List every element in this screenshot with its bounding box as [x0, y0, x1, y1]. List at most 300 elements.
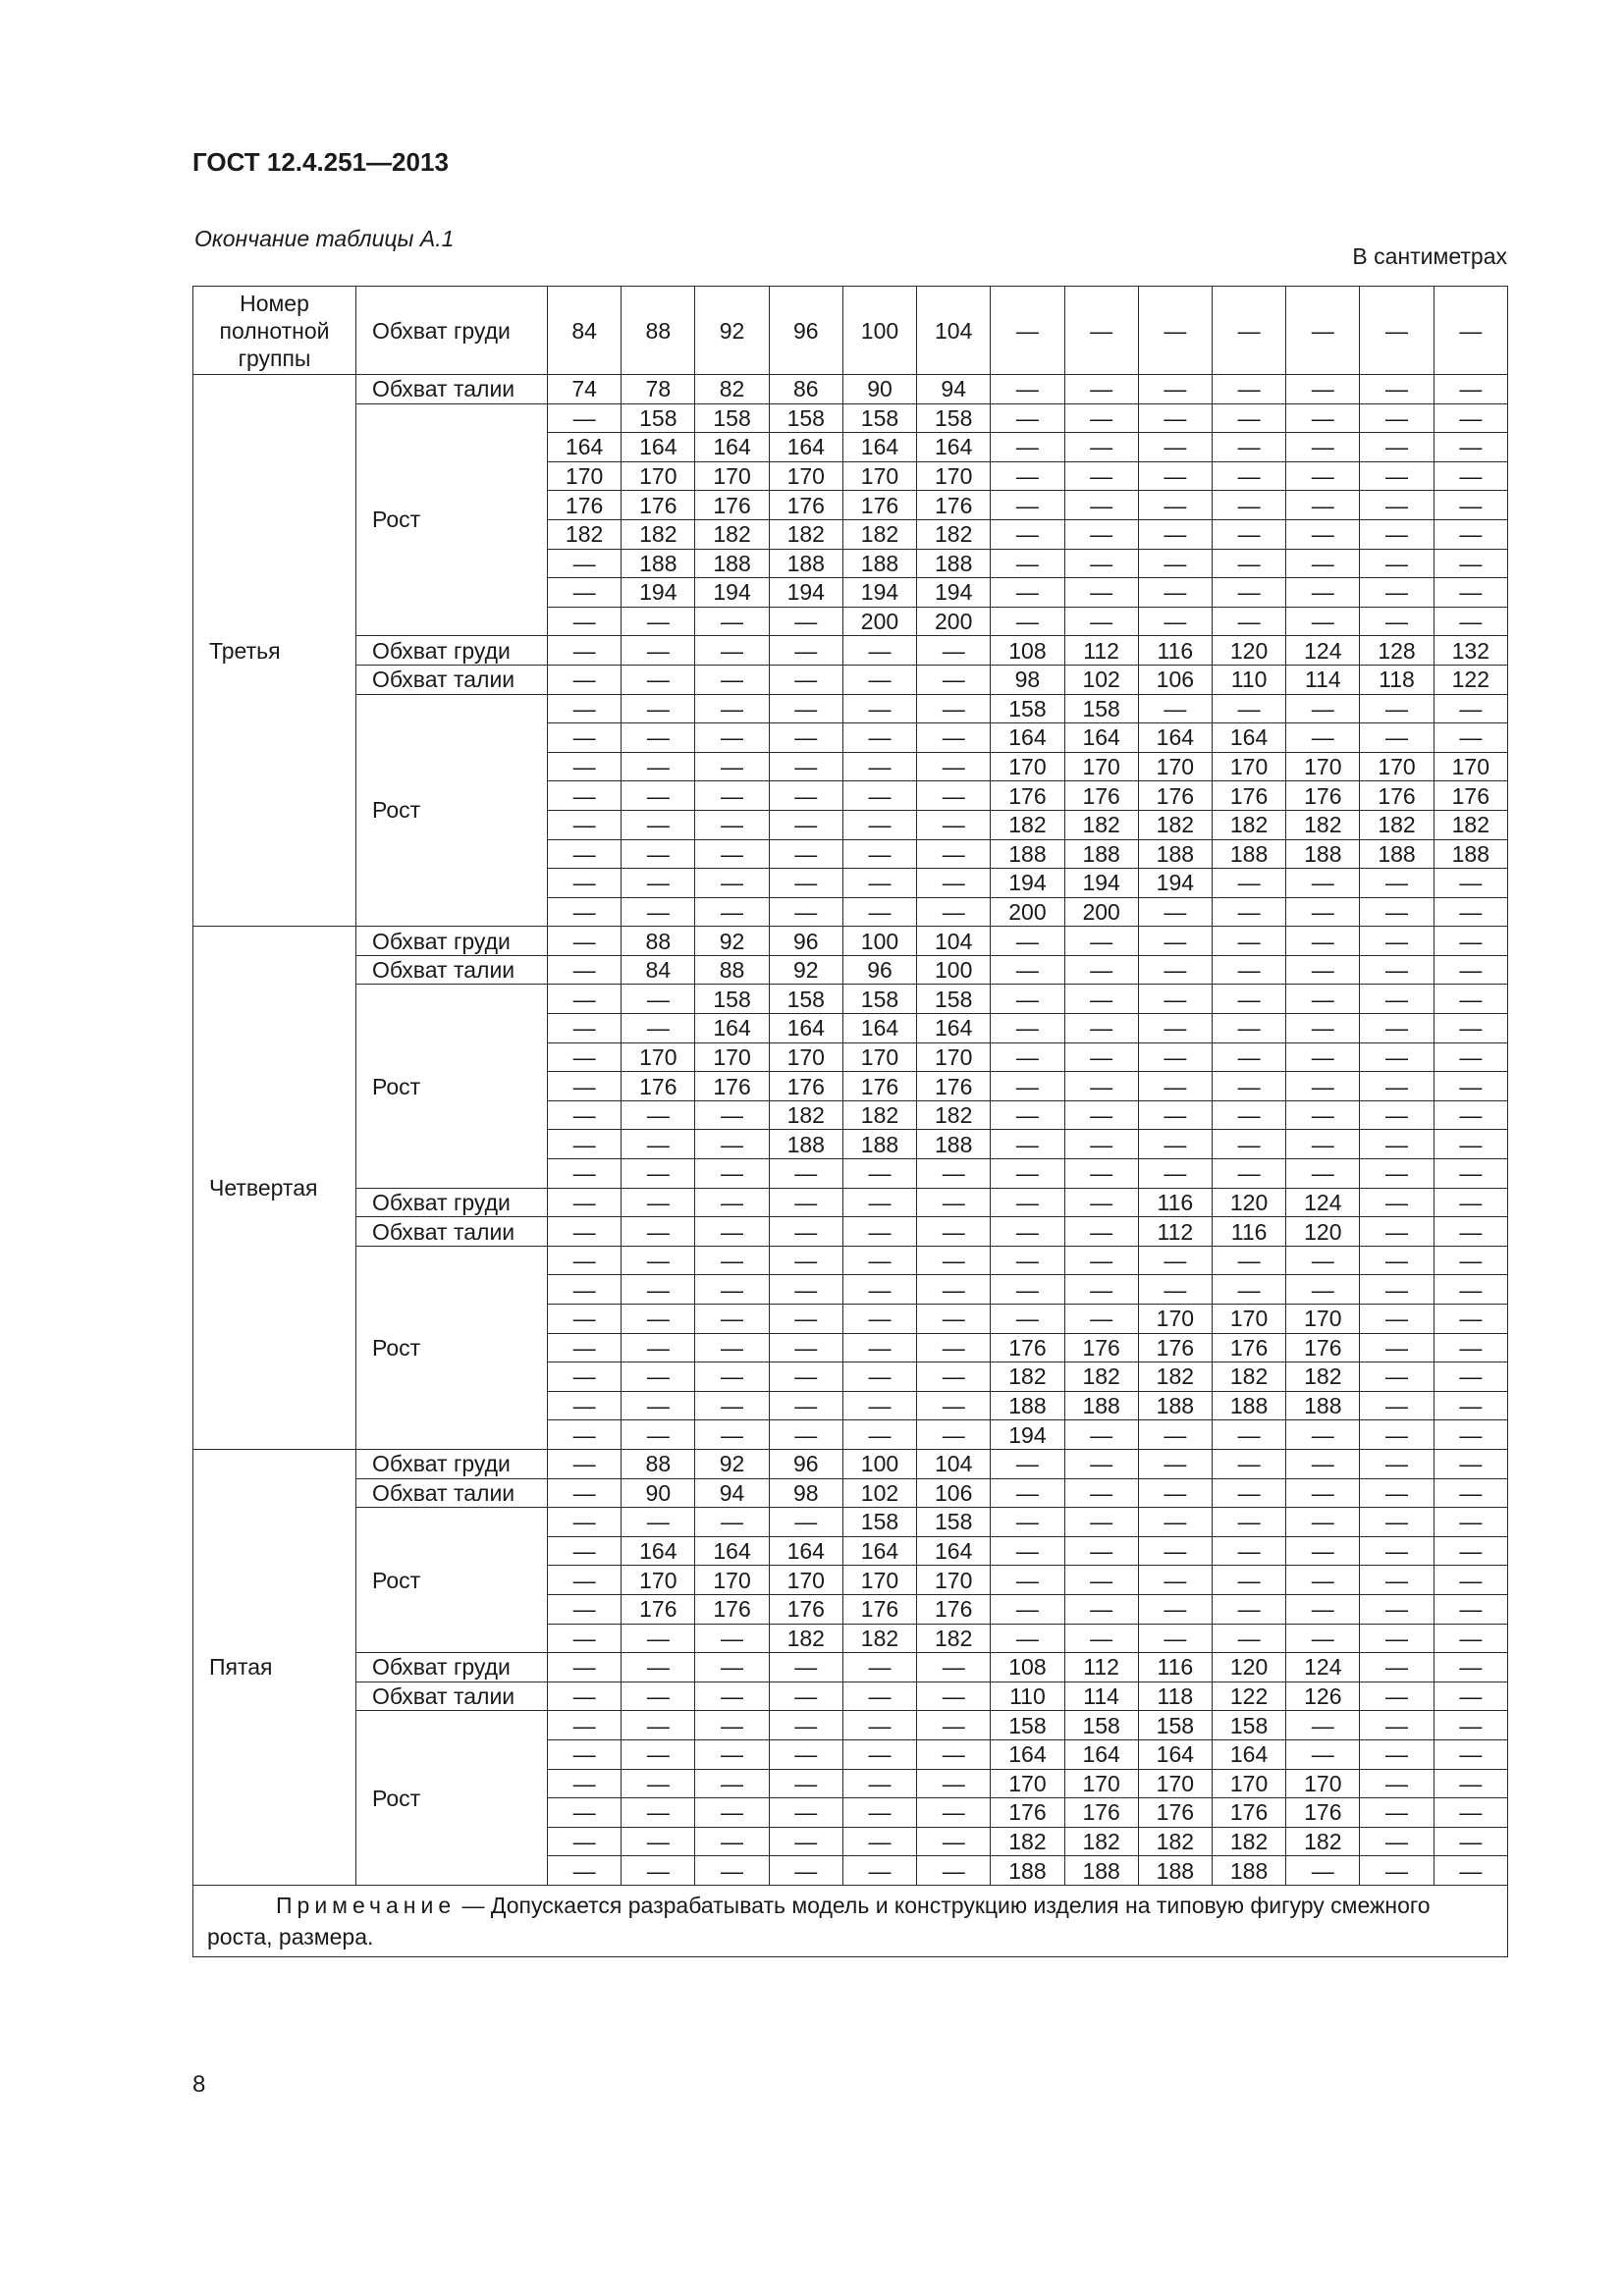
value-cell: 176 — [1064, 1333, 1138, 1362]
value-cell: 164 — [991, 723, 1064, 753]
value-cell: 116 — [1138, 1653, 1212, 1682]
value-cell: — — [1434, 519, 1507, 549]
value-cell: — — [769, 810, 842, 839]
value-cell: — — [622, 1246, 695, 1275]
value-cell: — — [1138, 578, 1212, 608]
value-cell: — — [1138, 1594, 1212, 1624]
table-row — [193, 955, 1508, 985]
value-cell: — — [1434, 985, 1507, 1014]
value-cell: — — [548, 1130, 622, 1159]
value-cell: — — [622, 1653, 695, 1682]
value-cell: — — [1138, 1508, 1212, 1537]
value-cell: 170 — [1360, 752, 1434, 781]
chest-label-cell: Обхват груди — [356, 927, 548, 956]
value-cell: — — [769, 636, 842, 666]
value-cell: — — [622, 1508, 695, 1537]
value-cell: 94 — [917, 375, 991, 404]
value-cell: — — [622, 897, 695, 927]
value-cell: — — [1212, 897, 1285, 927]
value-cell: 116 — [1212, 1217, 1285, 1247]
value-cell: — — [1434, 1362, 1507, 1392]
value-cell: 164 — [695, 433, 769, 462]
value-cell: — — [1286, 897, 1360, 927]
value-cell: — — [1434, 1508, 1507, 1537]
value-cell: — — [695, 1246, 769, 1275]
value-cell: — — [1360, 1711, 1434, 1740]
value-cell: 158 — [842, 403, 916, 433]
value-cell: — — [1360, 1042, 1434, 1072]
value-cell: — — [622, 723, 695, 753]
value-cell: — — [842, 1856, 916, 1886]
value-cell: 182 — [769, 1624, 842, 1653]
value-cell: 164 — [1138, 1739, 1212, 1769]
value-cell: — — [769, 607, 842, 636]
value-cell: — — [1212, 578, 1285, 608]
table-row — [193, 1246, 1508, 1275]
value-cell: — — [1138, 519, 1212, 549]
value-cell: 176 — [1434, 781, 1507, 811]
value-cell: — — [1360, 1508, 1434, 1537]
value-cell: 170 — [1212, 752, 1285, 781]
value-cell: — — [1360, 549, 1434, 578]
value-cell: — — [917, 1217, 991, 1247]
value-cell: 176 — [548, 491, 622, 520]
waist-label-cell: Обхват талии — [356, 955, 548, 985]
value-cell: 170 — [1286, 1769, 1360, 1798]
value-cell: — — [622, 1420, 695, 1450]
value-cell: — — [548, 1827, 622, 1856]
header-value-cell: 100 — [842, 287, 916, 375]
value-cell: — — [1434, 1798, 1507, 1828]
value-cell: 200 — [917, 607, 991, 636]
value-cell: — — [1064, 1159, 1138, 1189]
value-cell: — — [1360, 1827, 1434, 1856]
value-cell: — — [1064, 1100, 1138, 1130]
value-cell: — — [695, 1653, 769, 1682]
value-cell: — — [1138, 1159, 1212, 1189]
value-cell: — — [1360, 1275, 1434, 1305]
value-cell: — — [1434, 433, 1507, 462]
value-cell: — — [1064, 1536, 1138, 1566]
value-cell: — — [1360, 927, 1434, 956]
value-cell: — — [548, 1014, 622, 1043]
value-cell: 188 — [991, 1856, 1064, 1886]
value-cell: — — [1360, 1217, 1434, 1247]
value-cell: — — [917, 752, 991, 781]
value-cell: 188 — [1064, 839, 1138, 869]
value-cell: 82 — [695, 375, 769, 404]
value-cell: — — [1064, 1624, 1138, 1653]
value-cell: 182 — [842, 1100, 916, 1130]
value-cell: — — [917, 1420, 991, 1450]
value-cell: — — [1360, 1072, 1434, 1101]
value-cell: 128 — [1360, 636, 1434, 666]
value-cell: 188 — [1138, 1856, 1212, 1886]
value-cell: 170 — [842, 1042, 916, 1072]
value-cell: — — [1360, 433, 1434, 462]
value-cell: — — [1212, 1449, 1285, 1478]
value-cell: — — [695, 1827, 769, 1856]
value-cell: — — [1434, 1739, 1507, 1769]
value-cell: — — [1064, 1072, 1138, 1101]
value-cell: — — [548, 1711, 622, 1740]
value-cell: — — [1212, 1478, 1285, 1508]
value-cell: — — [1064, 1042, 1138, 1072]
value-cell: 182 — [917, 1100, 991, 1130]
waist-label-cell: Обхват талии — [356, 665, 548, 694]
value-cell: 182 — [842, 519, 916, 549]
value-cell: — — [548, 1856, 622, 1886]
value-cell: — — [548, 1333, 622, 1362]
value-cell: — — [1360, 1594, 1434, 1624]
value-cell: 182 — [695, 519, 769, 549]
value-cell: — — [1064, 1130, 1138, 1159]
value-cell: 188 — [1212, 839, 1285, 869]
value-cell: — — [622, 665, 695, 694]
value-cell: — — [1360, 1478, 1434, 1508]
value-cell: — — [1434, 1478, 1507, 1508]
value-cell: 170 — [991, 752, 1064, 781]
value-cell: 164 — [842, 1014, 916, 1043]
value-cell: — — [1434, 1159, 1507, 1189]
value-cell: 176 — [842, 1072, 916, 1101]
value-cell: 194 — [917, 578, 991, 608]
value-cell: — — [622, 1333, 695, 1362]
value-cell: 164 — [622, 1536, 695, 1566]
value-cell: — — [1212, 694, 1285, 723]
value-cell: — — [1212, 955, 1285, 985]
value-cell: — — [917, 1275, 991, 1305]
value-cell: — — [991, 607, 1064, 636]
value-cell: — — [622, 1014, 695, 1043]
value-cell: 182 — [1286, 810, 1360, 839]
value-cell: — — [1212, 1508, 1285, 1537]
value-cell: — — [548, 1798, 622, 1828]
value-cell: — — [917, 1711, 991, 1740]
value-cell: — — [991, 1130, 1064, 1159]
value-cell: — — [1064, 1217, 1138, 1247]
value-cell: 182 — [1064, 1362, 1138, 1392]
value-cell: — — [1286, 1042, 1360, 1072]
value-cell: 188 — [1286, 1391, 1360, 1420]
value-cell: 164 — [1212, 1739, 1285, 1769]
value-cell: — — [1360, 1159, 1434, 1189]
value-cell: — — [1434, 1827, 1507, 1856]
value-cell: 158 — [1138, 1711, 1212, 1740]
value-cell: — — [917, 1362, 991, 1392]
value-cell: 158 — [695, 403, 769, 433]
value-cell: — — [842, 694, 916, 723]
value-cell: — — [1286, 1130, 1360, 1159]
value-cell: 158 — [842, 985, 916, 1014]
header-value-cell: — — [1360, 287, 1434, 375]
value-cell: 182 — [1212, 1362, 1285, 1392]
value-cell: — — [1212, 519, 1285, 549]
value-cell: — — [622, 1856, 695, 1886]
value-cell: 176 — [695, 1594, 769, 1624]
note-row — [193, 1885, 1508, 1956]
table-row — [193, 694, 1508, 723]
value-cell: — — [1064, 927, 1138, 956]
note-word: Примечание — [276, 1892, 457, 1918]
value-cell: — — [1434, 578, 1507, 608]
value-cell: — — [1434, 403, 1507, 433]
value-cell: — — [769, 752, 842, 781]
value-cell: — — [991, 1508, 1064, 1537]
value-cell: — — [769, 1739, 842, 1769]
value-cell: — — [1434, 1566, 1507, 1595]
value-cell: 158 — [769, 985, 842, 1014]
value-cell: 164 — [842, 1536, 916, 1566]
value-cell: 164 — [842, 433, 916, 462]
value-cell: — — [842, 1769, 916, 1798]
value-cell: — — [991, 491, 1064, 520]
value-cell: 74 — [548, 375, 622, 404]
table-row — [193, 375, 1508, 404]
chest-label-cell: Обхват груди — [356, 1653, 548, 1682]
value-cell: 176 — [1286, 1333, 1360, 1362]
value-cell: — — [548, 897, 622, 927]
value-cell: 92 — [695, 927, 769, 956]
value-cell: — — [548, 869, 622, 898]
value-cell: — — [1286, 1478, 1360, 1508]
value-cell: 182 — [1138, 810, 1212, 839]
value-cell: — — [842, 869, 916, 898]
value-cell: — — [842, 1362, 916, 1392]
table-row — [193, 1217, 1508, 1247]
value-cell: — — [622, 1391, 695, 1420]
group-header-cell: Номер полнотной группы — [193, 287, 356, 375]
value-cell: 116 — [1138, 636, 1212, 666]
value-cell: — — [842, 752, 916, 781]
value-cell: — — [1286, 985, 1360, 1014]
value-cell: — — [695, 1275, 769, 1305]
value-cell: — — [622, 1130, 695, 1159]
value-cell: — — [548, 1536, 622, 1566]
value-cell: 164 — [917, 1536, 991, 1566]
value-cell: — — [1360, 1536, 1434, 1566]
value-cell: — — [1212, 1566, 1285, 1595]
value-cell: — — [1434, 1188, 1507, 1217]
value-cell: — — [1212, 985, 1285, 1014]
header-value-cell: — — [991, 287, 1064, 375]
value-cell: — — [1138, 955, 1212, 985]
value-cell: 170 — [1212, 1305, 1285, 1334]
value-cell: — — [1212, 491, 1285, 520]
value-cell: — — [1064, 578, 1138, 608]
value-cell: — — [1286, 375, 1360, 404]
value-cell: 120 — [1212, 636, 1285, 666]
value-cell: — — [769, 1856, 842, 1886]
value-cell: — — [548, 1100, 622, 1130]
value-cell: — — [622, 1275, 695, 1305]
value-cell: — — [769, 1333, 842, 1362]
value-cell: — — [548, 752, 622, 781]
value-cell: — — [695, 1333, 769, 1362]
value-cell: — — [991, 1594, 1064, 1624]
value-cell: — — [1434, 1856, 1507, 1886]
value-cell: — — [769, 1420, 842, 1450]
value-cell: 176 — [769, 1594, 842, 1624]
value-cell: — — [1212, 549, 1285, 578]
value-cell: 194 — [1138, 869, 1212, 898]
chest-label-cell: Обхват груди — [356, 1449, 548, 1478]
value-cell: 170 — [1212, 1769, 1285, 1798]
value-cell: 96 — [769, 927, 842, 956]
value-cell: — — [991, 1217, 1064, 1247]
value-cell: — — [1212, 461, 1285, 491]
value-cell: 170 — [842, 1566, 916, 1595]
value-cell: 158 — [769, 403, 842, 433]
value-cell: 120 — [1212, 1188, 1285, 1217]
value-cell: 170 — [695, 1566, 769, 1595]
value-cell: — — [1138, 1566, 1212, 1595]
value-cell: 158 — [1064, 694, 1138, 723]
value-cell: — — [1064, 1188, 1138, 1217]
value-cell: — — [991, 1188, 1064, 1217]
value-cell: 92 — [695, 1449, 769, 1478]
value-cell: 112 — [1064, 1653, 1138, 1682]
value-cell: 104 — [917, 927, 991, 956]
value-cell: — — [622, 810, 695, 839]
value-cell: — — [1434, 927, 1507, 956]
value-cell: 176 — [622, 1072, 695, 1101]
value-cell: — — [1138, 375, 1212, 404]
header-value-cell: 104 — [917, 287, 991, 375]
value-cell: — — [548, 549, 622, 578]
height-label-cell: Рост — [356, 1246, 548, 1449]
value-cell: 182 — [1212, 810, 1285, 839]
value-cell: 122 — [1434, 665, 1507, 694]
value-cell: 170 — [842, 461, 916, 491]
value-cell: — — [1138, 433, 1212, 462]
value-cell: — — [622, 1100, 695, 1130]
value-cell: — — [548, 578, 622, 608]
value-cell: — — [1212, 1594, 1285, 1624]
value-cell: — — [548, 1217, 622, 1247]
value-cell: — — [1138, 491, 1212, 520]
value-cell: — — [917, 897, 991, 927]
value-cell: 176 — [769, 491, 842, 520]
value-cell: 108 — [991, 636, 1064, 666]
value-cell: 158 — [1064, 1711, 1138, 1740]
value-cell: 158 — [917, 985, 991, 1014]
value-cell: — — [548, 839, 622, 869]
value-cell: — — [1286, 1508, 1360, 1537]
value-cell: 176 — [917, 491, 991, 520]
value-cell: 124 — [1286, 636, 1360, 666]
value-cell: — — [548, 1682, 622, 1711]
value-cell: — — [991, 1042, 1064, 1072]
value-cell: 188 — [695, 549, 769, 578]
value-cell: 114 — [1064, 1682, 1138, 1711]
value-cell: — — [842, 1333, 916, 1362]
value-cell: — — [1212, 1159, 1285, 1189]
waist-label-cell: Обхват талии — [356, 375, 548, 404]
value-cell: — — [695, 869, 769, 898]
waist-label-cell: Обхват талии — [356, 1478, 548, 1508]
value-cell: 176 — [1212, 1798, 1285, 1828]
header-value-cell: 84 — [548, 287, 622, 375]
value-cell: — — [1360, 1566, 1434, 1595]
value-cell: 170 — [769, 1566, 842, 1595]
value-cell: — — [548, 403, 622, 433]
value-cell: 182 — [991, 1827, 1064, 1856]
value-cell: — — [769, 1653, 842, 1682]
value-cell: — — [1360, 1014, 1434, 1043]
value-cell: 118 — [1138, 1682, 1212, 1711]
value-cell: — — [917, 1159, 991, 1189]
value-cell: — — [1064, 1566, 1138, 1595]
value-cell: 170 — [622, 1566, 695, 1595]
value-cell: — — [1434, 1391, 1507, 1420]
table-row — [193, 665, 1508, 694]
header-value-cell: — — [1286, 287, 1360, 375]
value-cell: — — [548, 1653, 622, 1682]
value-cell: — — [917, 1682, 991, 1711]
value-cell: — — [622, 839, 695, 869]
value-cell: 188 — [917, 1130, 991, 1159]
value-cell: — — [1360, 1653, 1434, 1682]
value-cell: — — [622, 1739, 695, 1769]
value-cell: — — [769, 1246, 842, 1275]
value-cell: — — [1434, 549, 1507, 578]
value-cell: 164 — [769, 1014, 842, 1043]
value-cell: — — [1286, 1420, 1360, 1450]
value-cell: — — [695, 897, 769, 927]
table-row — [193, 1653, 1508, 1682]
value-cell: — — [842, 636, 916, 666]
value-cell: — — [695, 1362, 769, 1392]
value-cell: — — [622, 1305, 695, 1334]
value-cell: — — [917, 1333, 991, 1362]
value-cell: 188 — [917, 549, 991, 578]
value-cell: — — [1434, 1653, 1507, 1682]
value-cell: — — [769, 1305, 842, 1334]
value-cell: 188 — [1212, 1856, 1285, 1886]
value-cell: — — [1286, 1072, 1360, 1101]
value-cell: — — [1138, 1420, 1212, 1450]
value-cell: — — [991, 433, 1064, 462]
value-cell: — — [695, 1217, 769, 1247]
value-cell: — — [1360, 1856, 1434, 1886]
value-cell: 164 — [695, 1536, 769, 1566]
value-cell: — — [769, 839, 842, 869]
value-cell: — — [548, 636, 622, 666]
table-row — [193, 1478, 1508, 1508]
value-cell: — — [1212, 1072, 1285, 1101]
value-cell: — — [548, 1478, 622, 1508]
value-cell: 182 — [991, 1362, 1064, 1392]
value-cell: — — [1360, 1246, 1434, 1275]
value-cell: 158 — [917, 403, 991, 433]
value-cell: 188 — [842, 1130, 916, 1159]
value-cell: — — [842, 1739, 916, 1769]
value-cell: — — [1286, 1711, 1360, 1740]
value-cell: 78 — [622, 375, 695, 404]
value-cell: 102 — [842, 1478, 916, 1508]
value-cell: — — [917, 1798, 991, 1828]
value-cell: — — [695, 636, 769, 666]
value-cell: — — [1286, 1856, 1360, 1886]
value-cell: 170 — [548, 461, 622, 491]
value-cell: — — [1286, 491, 1360, 520]
value-cell: 188 — [1434, 839, 1507, 869]
value-cell: — — [769, 694, 842, 723]
value-cell: — — [1064, 1478, 1138, 1508]
value-cell: — — [622, 607, 695, 636]
value-cell: — — [622, 1624, 695, 1653]
